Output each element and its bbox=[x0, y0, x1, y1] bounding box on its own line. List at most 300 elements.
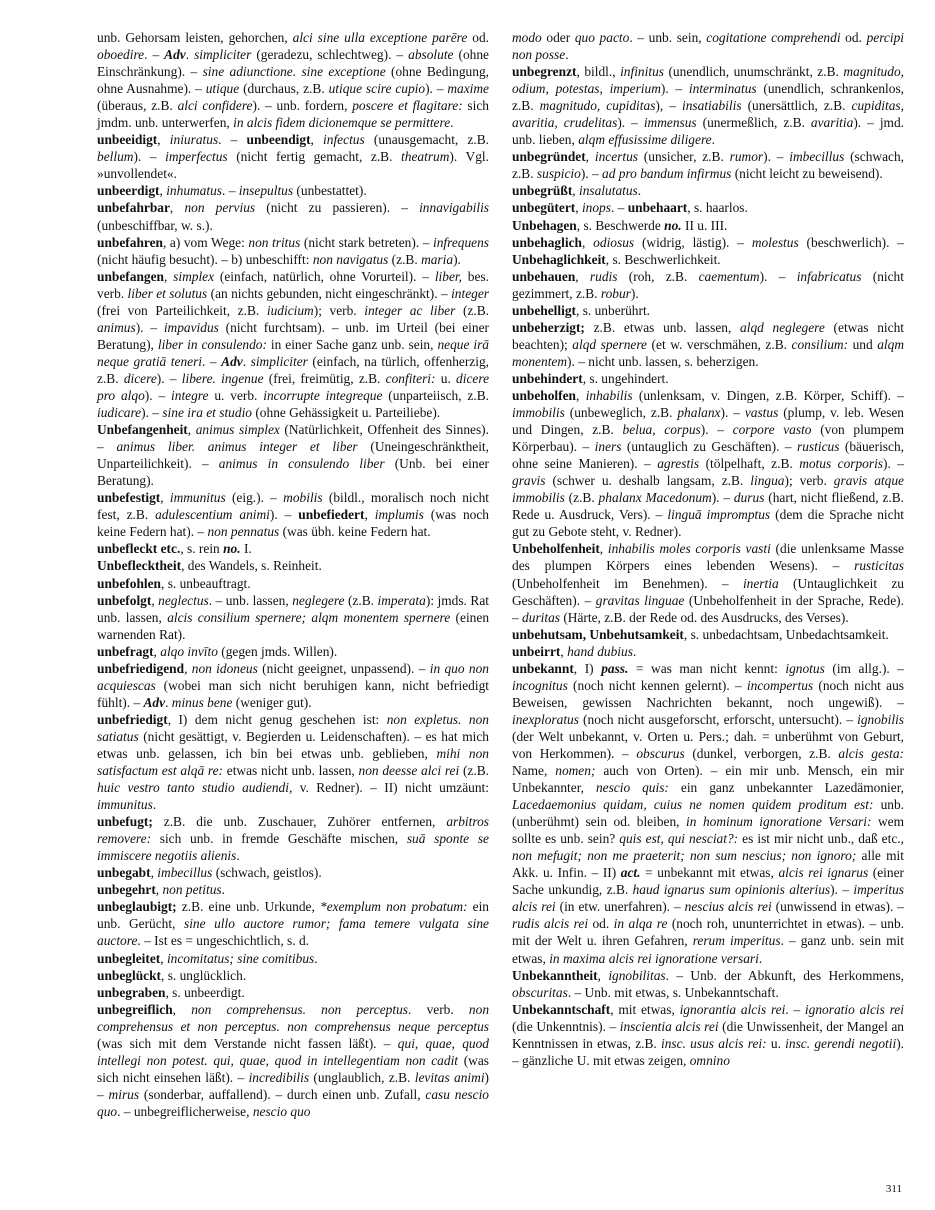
gloss-text: ). – nicht unb. lassen, s. beherzigen. bbox=[567, 353, 759, 369]
right-column bbox=[512, 29, 904, 1069]
latin-term: incorrupte integreque bbox=[263, 387, 383, 403]
latin-term: percipi non posse bbox=[512, 30, 904, 63]
headword: unbefragt bbox=[97, 643, 154, 659]
latin-term: absolute bbox=[408, 47, 454, 63]
dictionary-entry bbox=[512, 29, 904, 63]
latin-term: alcis consilium spernere; alqm monentem spernere bbox=[167, 609, 451, 625]
gloss-text: . bbox=[242, 353, 251, 369]
headword: unbeerdigt bbox=[97, 183, 160, 199]
dictionary-entry bbox=[97, 421, 489, 489]
gloss-text: bes. verb. bbox=[97, 268, 489, 301]
latin-term: imperitus alcis rei bbox=[512, 882, 904, 915]
headword: unbehauen bbox=[512, 268, 576, 284]
gloss-text: (dem die Sprache nicht gut zu Gebote steht, v. Redner). bbox=[512, 507, 904, 540]
latin-term: alci confidere bbox=[177, 98, 253, 114]
latin-term: phalanx Macedonum bbox=[598, 490, 712, 506]
gloss-text: (die unlenksame Masse des plumpen Körpers eines lebenden Wesens). – bbox=[512, 541, 904, 574]
gloss-text: (durchaus, z.B. bbox=[239, 81, 329, 97]
gloss-text: (was übh. keine Federn hat. bbox=[279, 524, 431, 540]
dictionary-entry bbox=[512, 626, 904, 643]
dictionary-entry bbox=[97, 813, 489, 864]
latin-term: in hominum ignoratione Versari: bbox=[686, 814, 872, 830]
gloss-text: ): jmds. Rat unb. lassen, bbox=[97, 592, 489, 625]
gloss-text: . bbox=[565, 47, 569, 63]
gloss-text: I. bbox=[240, 541, 252, 557]
gloss-text: (z.B. bbox=[388, 251, 422, 267]
gloss-text: ). – bbox=[711, 490, 734, 506]
gloss-text: . verb. bbox=[408, 1001, 469, 1017]
latin-term: nomen; bbox=[555, 763, 596, 779]
latin-term: inscientia alcis rei bbox=[619, 1018, 719, 1034]
latin-term: rusticus bbox=[797, 439, 840, 455]
latin-term: *exemplum non probatum: bbox=[320, 899, 468, 915]
gloss-text: , bbox=[187, 422, 196, 438]
headword: unbehaglich bbox=[512, 234, 582, 250]
gloss-text: u. bbox=[435, 370, 457, 386]
latin-term: imbecillus bbox=[789, 149, 845, 165]
gloss-text: (beschwerlich). – bbox=[798, 234, 904, 250]
dictionary-entry bbox=[97, 898, 489, 949]
gloss-text: (im allg.). – bbox=[824, 660, 905, 676]
latin-term: non tritus bbox=[248, 234, 301, 250]
latin-term: obscuritas bbox=[512, 984, 568, 1000]
latin-term: insc. usus alcis rei: bbox=[661, 1035, 767, 1051]
dictionary-entry bbox=[512, 540, 904, 625]
gloss-text: und bbox=[848, 336, 878, 352]
latin-term: Lacedaemonius quidam, cuius ne nomen quidem proditum est: bbox=[512, 797, 874, 813]
gloss-text: ) – bbox=[97, 1069, 490, 1102]
gloss-text: (einen warnenden Rat). bbox=[97, 609, 490, 642]
gloss-text: (geradezu, schlechtweg). – bbox=[251, 47, 409, 63]
latin-term: insalutatus bbox=[578, 183, 638, 199]
latin-term: insatiabilis bbox=[682, 98, 742, 114]
gloss-text: (nicht häufig besucht). – b) unbeschifft: bbox=[97, 251, 313, 267]
gloss-text: , a) vom Wege: bbox=[162, 234, 249, 250]
latin-term: implumis bbox=[374, 507, 424, 523]
gloss-text: (weniger gut). bbox=[232, 694, 312, 710]
latin-term: nescius alcis rei bbox=[684, 899, 772, 915]
gloss-text: , s. unberührt. bbox=[576, 302, 651, 318]
dictionary-entry bbox=[97, 950, 489, 967]
headword: unbegreiflich bbox=[97, 1001, 173, 1017]
headword: unbefahren bbox=[97, 234, 163, 250]
gloss-text: (untauglich zu Geschäften). – bbox=[621, 439, 798, 455]
gloss-text: u. bbox=[766, 1035, 786, 1051]
latin-term: in alqa re bbox=[613, 916, 668, 932]
dictionary-entry bbox=[97, 557, 489, 574]
gloss-text: (was noch keine Federn hat). – bbox=[97, 507, 490, 540]
latin-term: non comprehensus et non perceptus. non comprehensus neque perceptus bbox=[97, 1001, 490, 1034]
latin-term: inops bbox=[581, 200, 611, 216]
latin-term: ignobilis bbox=[857, 711, 904, 727]
headword: Unbekanntheit bbox=[512, 967, 598, 983]
gloss-text: (z.B. bbox=[459, 763, 489, 779]
latin-term: simpliciter bbox=[194, 47, 252, 63]
gloss-text: . bbox=[221, 882, 225, 898]
dictionary-entry bbox=[97, 711, 489, 813]
gloss-text: , bbox=[575, 200, 582, 216]
latin-term: levitas animi bbox=[414, 1069, 485, 1085]
gloss-text: (schwach, z.B. bbox=[512, 149, 905, 182]
latin-term: quo pacto bbox=[574, 30, 630, 45]
latin-term: non pervius bbox=[184, 200, 256, 216]
gloss-text: alle mit Akk. u. Infin. – II) bbox=[512, 848, 904, 881]
latin-term: ad pro bandum infirmus bbox=[602, 166, 732, 182]
latin-term: liber in consulendo: bbox=[157, 336, 267, 352]
dictionary-entry bbox=[97, 643, 489, 660]
gloss-text: , bbox=[597, 967, 609, 983]
gloss-text: (von plumpem Körperbau). – bbox=[512, 422, 905, 455]
gloss-text: (frei, freimütig, z.B. bbox=[263, 370, 386, 386]
latin-term: immunitus bbox=[169, 490, 226, 506]
latin-term: integer bbox=[451, 285, 489, 301]
gloss-text: (frei von Parteilichkeit, z.B. bbox=[97, 302, 267, 318]
latin-term: huic vestro tanto studio audiendi, bbox=[97, 780, 293, 796]
latin-term: neglegere bbox=[292, 592, 345, 608]
gloss-text: , bbox=[581, 234, 594, 250]
latin-term: alci sine ulla exceptione parēre bbox=[292, 30, 468, 45]
latin-term: casu nescio quo bbox=[97, 1086, 490, 1119]
dictionary-entry bbox=[512, 1001, 904, 1069]
gloss-text: . bbox=[314, 950, 318, 966]
dictionary-entry bbox=[512, 217, 904, 234]
latin-term: alqd spernere bbox=[572, 336, 647, 352]
headword: unbeholfen bbox=[512, 387, 576, 403]
gloss-text: (etwas nicht beachten); bbox=[512, 319, 904, 352]
latin-term: incredibilis bbox=[248, 1069, 310, 1085]
latin-term: inhumatus bbox=[166, 183, 223, 199]
gloss-text: II u. III. bbox=[681, 217, 728, 233]
gloss-text: (widrig, lästig). – bbox=[634, 234, 752, 250]
gloss-text: . – bbox=[144, 47, 165, 63]
headword: unbegehrt bbox=[97, 882, 156, 898]
gloss-text: ); verb. bbox=[784, 473, 834, 489]
gloss-text: (einer Sache unkundig, z.B. bbox=[512, 865, 904, 898]
headword: unbegleitet bbox=[97, 950, 161, 966]
gloss-text: z.B. eine unb. Urkunde, bbox=[176, 899, 320, 915]
latin-term: alcis gesta: bbox=[838, 745, 904, 761]
gloss-text: . bbox=[165, 694, 172, 710]
latin-term: non comprehensus. non perceptus bbox=[191, 1001, 409, 1017]
gloss-text: , I) dem nicht genug geschehen ist: bbox=[167, 711, 387, 727]
dictionary-entry bbox=[97, 592, 489, 643]
latin-term: ignorantia alcis rei bbox=[679, 1001, 786, 1017]
latin-term: caementum bbox=[698, 268, 760, 284]
gloss-text: ). bbox=[453, 251, 461, 267]
latin-term: non pennatus bbox=[207, 524, 280, 540]
latin-term: insc. gerendi negotii bbox=[785, 1035, 897, 1051]
latin-term: rusticitas bbox=[854, 558, 904, 574]
gloss-text: (Uneingeschränktheit, Unparteilichkeit). – bbox=[97, 439, 489, 472]
dictionary-entry bbox=[512, 660, 904, 967]
gloss-text: (unglaublich, z.B. bbox=[309, 1069, 415, 1085]
gloss-text: wem sollte es unb. sein? bbox=[512, 814, 904, 847]
latin-term: gravis bbox=[512, 473, 546, 489]
gloss-text: , bbox=[560, 643, 568, 659]
gloss-text: u. verb. bbox=[208, 387, 264, 403]
gloss-text: , bbox=[160, 490, 170, 506]
gloss-text: (Härte, z.B. der Rede od. des Ausdrucks, des Verses). bbox=[560, 609, 849, 625]
latin-term: incognitus bbox=[512, 677, 568, 693]
dictionary-entry bbox=[512, 319, 904, 370]
headword: unbegabt bbox=[97, 865, 151, 881]
headword: unbeeidigt bbox=[97, 132, 158, 148]
latin-term: magnitudo, odium, potestas, imperium bbox=[512, 64, 904, 97]
gloss-text: ). – bbox=[700, 422, 733, 438]
gloss-text: , s. unbeauftragt. bbox=[161, 575, 251, 591]
latin-term: alqm effusissime diligere bbox=[578, 132, 712, 148]
headword: unbefahrbar bbox=[97, 200, 170, 216]
gloss-text: , bbox=[575, 268, 590, 284]
latin-term: incertus bbox=[594, 149, 638, 165]
latin-term: robur bbox=[600, 285, 631, 301]
latin-term: non idoneus bbox=[191, 660, 258, 676]
gloss-text: (wobei man sich nicht beruhigen kann, nicht befriedigt fühlt). – bbox=[97, 677, 489, 710]
gloss-text: ). – bbox=[141, 405, 163, 421]
gloss-text: (unbestattet). bbox=[293, 183, 367, 199]
headword: unbegraben bbox=[97, 984, 166, 1000]
grammar-label: Adv bbox=[164, 47, 186, 63]
headword: unbehutsam, Unbehutsamkeit bbox=[512, 626, 684, 642]
headword: unbefleckt etc. bbox=[97, 541, 181, 557]
latin-term: animus liber. animus integer et liber bbox=[116, 439, 358, 455]
gloss-text: (unendlich, schrankenlos, z.B. bbox=[512, 81, 904, 114]
dictionary-entry bbox=[97, 182, 489, 199]
gloss-text: , des Wandels, s. Reinheit. bbox=[181, 558, 322, 574]
gloss-text: (unermeßlich, z.B. bbox=[696, 115, 811, 131]
gloss-text: . bbox=[637, 183, 642, 199]
latin-term: immobilis bbox=[512, 405, 565, 421]
gloss-text: ). – bbox=[425, 81, 448, 97]
latin-term: non petitus bbox=[162, 882, 222, 898]
gloss-text: od. bbox=[840, 30, 867, 45]
gloss-text: ). – bbox=[763, 149, 790, 165]
latin-term: iners bbox=[594, 439, 622, 455]
grammar-label: no. bbox=[223, 541, 241, 557]
dictionary-entry bbox=[512, 643, 904, 660]
gloss-text: z.B. die unb. Zuschauer, Zuhörer entfernen, bbox=[152, 814, 447, 830]
latin-term: integre bbox=[171, 387, 209, 403]
gloss-text: (roh, z.B. bbox=[617, 268, 699, 284]
gloss-text: . – unb. sein, bbox=[629, 30, 707, 45]
headword: unbeglückt bbox=[97, 967, 161, 983]
dictionary-entry bbox=[512, 234, 904, 268]
gloss-text: z.B. etwas unb. lassen, bbox=[584, 319, 741, 335]
gloss-text: (schwach, geistlos). bbox=[212, 865, 322, 881]
latin-term: vastus bbox=[744, 405, 779, 421]
latin-term: ignobilitas bbox=[608, 967, 666, 983]
headword: unbefriedigend bbox=[97, 660, 185, 676]
gloss-text: ). – jmd. unb. lieben, bbox=[512, 115, 904, 148]
latin-term: belua, corpus bbox=[622, 422, 701, 438]
latin-term: inertia bbox=[742, 575, 779, 591]
dictionary-entry bbox=[97, 199, 489, 233]
dictionary-entry bbox=[512, 268, 904, 302]
gloss-text: (nicht gezimmert, z.B. bbox=[512, 268, 904, 301]
latin-term: nescio quo bbox=[252, 1103, 311, 1119]
dictionary-entry bbox=[97, 967, 489, 984]
gloss-text: . – bbox=[222, 183, 239, 199]
gloss-text: . – unbegreiflicherweise, bbox=[117, 1103, 253, 1119]
gloss-text: , I) bbox=[573, 660, 602, 676]
gloss-text: ). – bbox=[830, 882, 854, 898]
latin-term: quis est, qui nesciat?: bbox=[619, 831, 739, 847]
latin-term: rerum imperitus bbox=[692, 933, 781, 949]
gloss-text: , bbox=[169, 200, 185, 216]
gloss-text: ). – bbox=[759, 268, 797, 284]
gloss-text: (unparteiisch, z.B. bbox=[382, 387, 489, 403]
gloss-text: auch von Orten). – ein mir unb. Mensch, ein mir Unbekannter, bbox=[512, 763, 905, 796]
gloss-text: (Unbeholfenheit im Benehmen). – bbox=[512, 575, 743, 591]
gloss-text: , bbox=[599, 541, 608, 557]
latin-term: infrequens bbox=[432, 234, 490, 250]
latin-term: dicere bbox=[123, 370, 157, 386]
gloss-text: . – bbox=[218, 132, 247, 148]
latin-term: sine ira et studio bbox=[162, 405, 252, 421]
latin-term: immensus bbox=[643, 115, 697, 131]
latin-term: non navigatus bbox=[312, 251, 389, 267]
gloss-text: (eig.). – bbox=[225, 490, 284, 506]
gloss-text: (noch nicht aus Beweisen, gewissen Nachrichten bekannt, noch ungewiß). – bbox=[512, 677, 904, 710]
gloss-text: (unbeschiffbar, w. s.). bbox=[97, 217, 213, 233]
gloss-text: (plump, v. leb. Wesen und Dingen, z.B. bbox=[512, 405, 904, 438]
latin-term: minus bene bbox=[171, 694, 233, 710]
gloss-text: , s. unbedachtsam, Unbedachtsamkeit. bbox=[683, 626, 889, 642]
page-number: 311 bbox=[885, 1183, 902, 1195]
gloss-text: ). – bbox=[133, 149, 166, 165]
gloss-text: (ohne Gehässigkeit u. Parteiliebe). bbox=[252, 405, 441, 421]
latin-term: infinitus bbox=[620, 64, 664, 80]
gloss-text: ). – unb. fordern, bbox=[252, 98, 353, 114]
headword: unbeirrt bbox=[512, 643, 561, 659]
latin-term: haud ignarus sum opinionis alterius bbox=[632, 882, 831, 898]
dictionary-entry bbox=[97, 234, 489, 268]
latin-term: simpliciter bbox=[250, 353, 308, 369]
latin-term: non expletus. non satiatus bbox=[97, 711, 489, 744]
gloss-text: . – Unb. mit etwas, s. Unbekanntschaft. bbox=[567, 984, 779, 1000]
gloss-text: . – unb. lassen, bbox=[208, 592, 293, 608]
latin-term: qui, quae, quod intellegi non potest. qui, quae, quod in intellegentiam non cadit bbox=[97, 1035, 490, 1068]
latin-term: imbecillus bbox=[157, 865, 213, 881]
latin-term: bellum bbox=[97, 149, 134, 165]
gloss-text: etwas nicht unb. lassen, bbox=[223, 763, 359, 779]
gloss-text: sich jmdm. unb. unterwerfen, bbox=[97, 98, 490, 131]
gloss-text: ein unb. Gerücht, bbox=[97, 899, 489, 932]
latin-term: cogitatione comprehendi bbox=[706, 30, 841, 45]
gloss-text: oder bbox=[541, 30, 575, 45]
gloss-text: (sonderbar, auffallend). – durch einen unb. Zufall, bbox=[139, 1086, 426, 1102]
gloss-text: = unbekannt mit etwas, bbox=[640, 865, 779, 881]
headword: unbegütert bbox=[512, 200, 576, 216]
latin-term: liber, bbox=[434, 268, 462, 284]
grammar-label: pass. bbox=[601, 660, 629, 676]
gloss-text: (unendlich, unumschränkt, z.B. bbox=[663, 64, 844, 80]
latin-term: insepultus bbox=[238, 183, 294, 199]
gloss-text: , mit etwas, bbox=[610, 1001, 680, 1017]
gloss-text: . – ganz unb. sein mit etwas, bbox=[512, 933, 904, 966]
latin-term: cupiditas, avaritia, crudelitas bbox=[512, 98, 904, 131]
latin-term: gravis atque immobilis bbox=[512, 473, 904, 506]
gloss-text: (noch roh, ununterrichtet in etwas). – unb. mit der Welt u. ihren Gefahren, bbox=[512, 916, 904, 949]
gloss-text: (Unb. bei einer Beratung). bbox=[97, 456, 489, 489]
latin-term: suā sponte se immiscere negotiis alienis bbox=[97, 831, 489, 864]
grammar-label: Adv bbox=[221, 353, 243, 369]
latin-term: theatrum bbox=[401, 149, 450, 165]
headword: unbehindert bbox=[512, 370, 583, 386]
gloss-text: (nicht geeignet, unpassend). – bbox=[257, 660, 430, 676]
latin-term: adulescentium animi bbox=[155, 507, 270, 523]
gloss-text: (z.B. bbox=[455, 302, 489, 318]
latin-term: modo bbox=[512, 30, 542, 45]
gloss-text: (z.B. bbox=[564, 490, 599, 506]
gloss-text: (in etw. unerfahren). – bbox=[555, 899, 685, 915]
grammar-label: no. bbox=[664, 217, 682, 233]
gloss-text: (ohne Einschränkung). – bbox=[97, 47, 489, 80]
dictionary-entry bbox=[97, 881, 489, 898]
gloss-text: , s. unbeerdigt. bbox=[165, 984, 245, 1000]
latin-term: duritas bbox=[522, 609, 560, 625]
latin-term: confiteri: bbox=[385, 370, 436, 386]
latin-term: animus in consulendo liber bbox=[218, 456, 385, 472]
gloss-text: (unausgemacht, z.B. bbox=[364, 132, 489, 148]
gloss-text: ). – bbox=[660, 81, 689, 97]
gloss-text: , s. haarlos. bbox=[687, 200, 748, 216]
latin-term: utique scire cupio bbox=[328, 81, 426, 97]
dictionary-entry bbox=[512, 302, 904, 319]
latin-term: nescio quis: bbox=[595, 780, 669, 796]
gloss-text: , bbox=[155, 882, 163, 898]
gloss-text: , bbox=[172, 1001, 192, 1017]
gloss-text: . bbox=[152, 797, 157, 813]
gloss-text: ). Vgl. »unvollendet«. bbox=[97, 149, 489, 182]
gloss-text: . – bbox=[202, 353, 222, 369]
latin-term: in quo non acquiescas bbox=[97, 660, 489, 693]
headword: unbeendigt bbox=[246, 132, 311, 148]
latin-term: interminatus bbox=[688, 81, 757, 97]
gloss-text: , bbox=[153, 643, 161, 659]
headword: Unbehagen bbox=[512, 217, 577, 233]
gloss-text: (Unbeholfenheit in der Sprache, Rede). – bbox=[512, 592, 904, 625]
dictionary-entry bbox=[97, 575, 489, 592]
headword: Unbeflecktheit bbox=[97, 558, 182, 574]
gloss-text: , bbox=[364, 507, 375, 523]
gloss-text: . bbox=[758, 950, 763, 966]
latin-term: non deesse alci rei bbox=[358, 763, 460, 779]
latin-term: mirus bbox=[108, 1086, 140, 1102]
grammar-label: act. bbox=[620, 865, 641, 881]
gloss-text: , bbox=[159, 183, 167, 199]
dictionary-entry bbox=[97, 29, 489, 131]
headword: unbefohlen bbox=[97, 575, 161, 591]
gloss-text: (was sich mit dem Verstande nicht fassen läßt). – bbox=[97, 1035, 398, 1051]
latin-term: iniuratus bbox=[169, 132, 219, 148]
latin-term: alqd neglegere bbox=[740, 319, 825, 335]
gloss-text: ). – bbox=[156, 370, 182, 386]
latin-term: durus bbox=[733, 490, 765, 506]
gloss-text: , s. rein bbox=[180, 541, 224, 557]
latin-term: alcis rei ignarus bbox=[778, 865, 869, 881]
gloss-text: (unersättlich, z.B. bbox=[741, 98, 852, 114]
latin-term: impavidus bbox=[163, 319, 219, 335]
latin-term: neglectus bbox=[158, 592, 209, 608]
dictionary-entry bbox=[512, 148, 904, 182]
gloss-text: (unbeweglich, z.B. bbox=[564, 405, 678, 421]
latin-term: molestus bbox=[751, 234, 799, 250]
latin-term: alqm monentem bbox=[512, 336, 904, 369]
latin-term: lingua bbox=[750, 473, 785, 489]
gloss-text: ). – bbox=[144, 387, 172, 403]
dictionary-entry bbox=[512, 63, 904, 148]
